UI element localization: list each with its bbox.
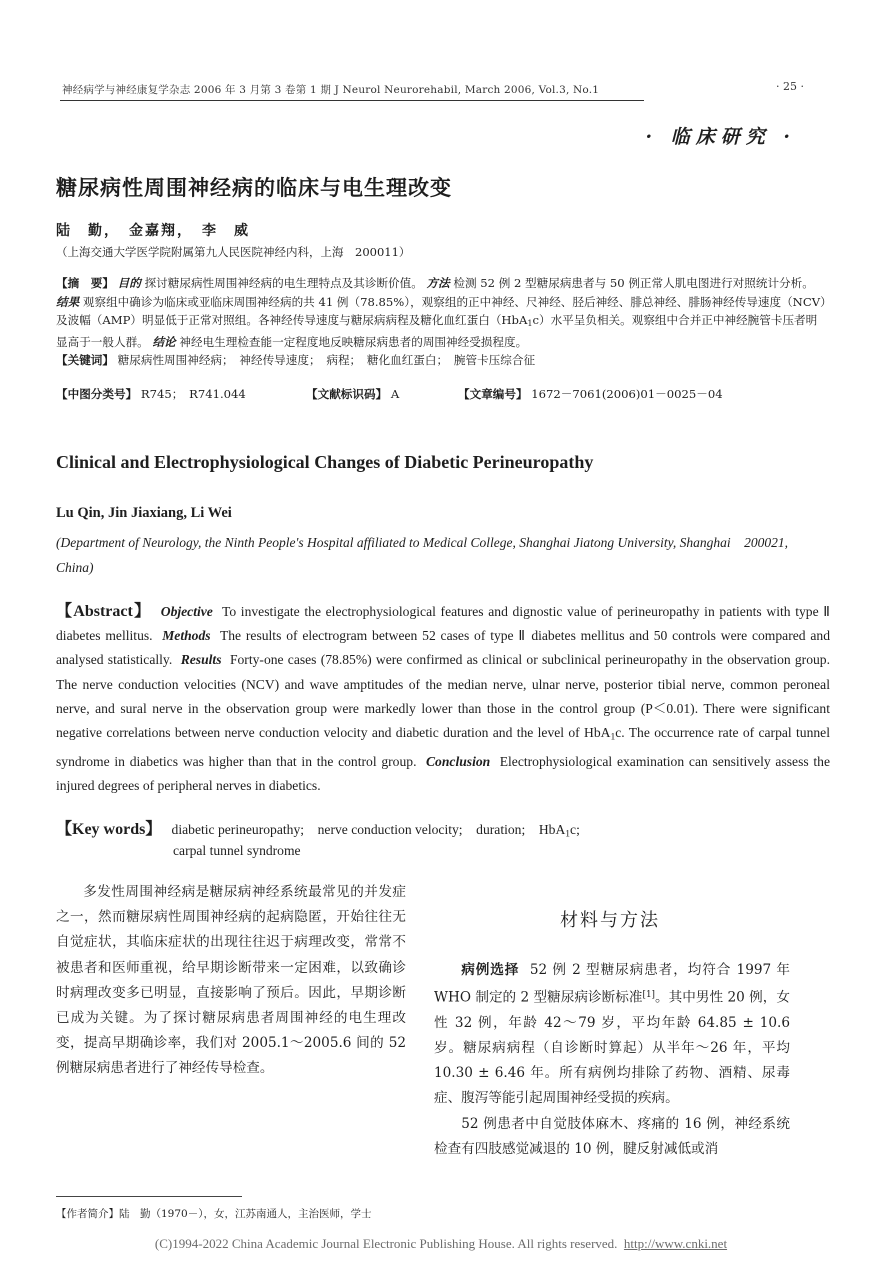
conclusion-en: Electrophysiological examination can sensitively assess the injured degrees of peripheral nerves in diabetics. <box>56 753 831 793</box>
keywords-sub-en: 1 <box>565 829 571 840</box>
body-right-column <box>434 958 790 1162</box>
doc-code-row <box>306 386 399 402</box>
copyright-line <box>0 1236 882 1252</box>
methods-label-cn: 方法 <box>426 276 450 290</box>
cnki-link[interactable]: http://www.cnki.net <box>623 1236 728 1251</box>
results-sub-cn: 1 <box>527 318 533 329</box>
results-tail-en: c. The occurrence rate of carpal tunnel syndrome in diabetics was higher than that in the control group. <box>56 725 830 769</box>
journal-header: 神经病学与神经康复学杂志 2006 年 3 月第 3 卷第 1 期 J Neurol Neurorehabil, March 2006, Vol.3, No.1 <box>62 84 600 96</box>
objective-en: To investigate the electrophysiological features and dignostic value of perineuropathy in patients with type Ⅱ diabetes mellitus. <box>56 604 830 644</box>
keywords-en-line2: carpal tunnel syndrome <box>173 843 301 859</box>
doc-code-label: 【文献标识码】 <box>306 387 388 401</box>
affiliation-en: (Department of Neurology, the Ninth People's Hospital affiliated to Medical College, Shanghai Jiatong University, Shanghai 200021, China) <box>56 535 789 575</box>
conclusion-label-en: Conclusion <box>425 753 491 769</box>
results-cn: 观察组中确诊为临床或亚临床周围神经病的共 41 例（78.85%），观察组的正中神经、尺神经、胫后神经、腓总神经、腓肠神经传导速度（NCV）及波幅（AMP）明显低于正常对照组。各神经传导速度与糖尿病病程及糖化血红蛋白（HbA <box>56 294 826 327</box>
case-selection-label: 病例选择 <box>461 962 520 978</box>
results-sub-en: 1 <box>610 732 616 743</box>
keywords-en-line1-tail: c; <box>570 822 580 837</box>
authors-en: Lu Qin, Jin Jiaxiang, Li Wei <box>56 505 232 521</box>
article-no-row <box>458 386 723 402</box>
clc-label: 【中图分类号】 <box>56 387 138 401</box>
results-en: Forty-one cases (78.85%) were confirmed as clinical or subclinical perineuropathy in the observation group. The nerve conduction velocities (NCV) and wave amptitudes of the median nerve, ulnar nerve, posterior tibial nerve, common peroneal nerve, and sural nerve in the observation group were markedly lower than those in the control group (P＜0.01). There were significant negative correlations between nerve conduction velocity and diabetic duration and the level of HbA <box>56 652 831 741</box>
abstract-label-cn: 【摘 要】 <box>56 276 114 290</box>
article-no-label: 【文章编号】 <box>458 387 528 401</box>
header-rule <box>60 100 644 101</box>
clc-row <box>56 386 246 402</box>
author-footnote: 【作者简介】陆 勤（1970－），女，江苏南通人，主治医师，学士 <box>56 1208 372 1220</box>
copyright-text: (C)1994-2022 China Academic Journal Electronic Publishing House. All rights reserved. <box>154 1236 618 1251</box>
results-label-cn: 结果 <box>56 294 80 309</box>
case-selection-paragraph <box>434 958 790 1112</box>
keywords-label-cn: 【关键词】 <box>56 353 114 368</box>
section-heading: 材料与方法 <box>560 910 660 931</box>
doc-code-value: A <box>390 387 400 401</box>
conclusion-cn: 神经电生理检查能一定程度地反映糖尿病患者的周围神经受损程度。 <box>179 334 528 349</box>
footnote-rule <box>56 1196 242 1197</box>
reference-mark: [1] <box>642 990 656 1001</box>
methods-en: The results of electrogram between 52 cases of type Ⅱ diabetes mellitus and 50 controls were compared and analysed statistically. <box>56 628 831 668</box>
objective-label-en: Objective <box>160 604 213 619</box>
article-no-value: 1672－7061(2006)01－0025－04 <box>531 387 723 401</box>
page-number: · 25 · <box>776 80 804 93</box>
results-label-en: Results <box>180 652 222 668</box>
objective-label-cn: 目的 <box>117 276 141 290</box>
methods-cn: 检测 52 例 2 型糖尿病患者与 50 例正常人肌电图进行对照统计分析。 <box>453 276 814 290</box>
title-en: Clinical and Electrophysiological Changes of Diabetic Perineuropathy <box>56 452 594 472</box>
body-left-column <box>56 880 406 1082</box>
affiliation-cn: （上海交通大学医学院附属第九人民医院神经内科，上海 200011） <box>56 245 411 259</box>
title-cn: 糖尿病性周围神经病的临床与电生理改变 <box>56 176 452 200</box>
keywords-en-line1: diabetic perineuropathy; nerve conduction velocity; duration; HbA <box>171 822 566 837</box>
abstract-en <box>56 600 830 798</box>
case-selection-text: 52 例 2 型糖尿病患者，均符合 1997 年 WHO 制定的 2 型糖尿病诊断标准 <box>434 962 790 1006</box>
clc-value: R745； R741.044 <box>140 387 246 401</box>
conclusion-label-cn: 结论 <box>152 334 176 349</box>
authors-cn: 陆 勤， 金嘉翔， 李 威 <box>56 223 250 239</box>
keywords-en <box>56 816 580 859</box>
abstract-cn <box>56 274 826 370</box>
objective-cn: 探讨糖尿病性周围神经病的电生理特点及其诊断价值。 <box>144 276 423 290</box>
methods-label-en: Methods <box>162 628 211 644</box>
case-selection-text-tail: 。其中男性 20 例，女性 32 例，年龄 42～79 岁，平均年龄 64.85 ± 10.6 岁。糖尿病病程（自诊断时算起）从半年～26 年，平均 10.30 ± 6.46 年。所有病例均排除了药物、酒精、尿毒症、腹泻等能引起周围神经受损的疾病。 <box>434 989 790 1107</box>
symptom-paragraph: 52 例患者中自觉肢体麻木、疼痛的 16 例，神经系统检查有四肢感觉减退的 10 例，腱反射减低或消 <box>434 1115 790 1157</box>
abstract-label-en: 【Abstract】 <box>56 603 152 620</box>
results-tail-cn: c）水平呈负相关。观察组中合并正中神经腕管卡压者明显高于一般人群。 <box>56 313 818 349</box>
keywords-label-en: 【Key words】 <box>56 821 162 838</box>
keywords-cn: 糖尿病性周围神经病； 神经传导速度； 病程； 糖化血红蛋白； 腕管卡压综合征 <box>117 353 536 368</box>
intro-paragraph: 多发性周围神经病是糖尿病神经系统最常见的并发症之一，然而糖尿病性周围神经病的起病隐匿，开始往往无自觉症状，其临床症状的出现往往迟于病理改变，常常不被患者和医师重视，给早期诊断带来一定困难，以致确诊时病理改变多已明显，直接影响了预后。因此，早期诊断已成为关键。为了探讨糖尿病患者周围神经的电生理改变，提高早期确诊率，我们对 2005.1～2005.6 间的 52 例糖尿病患者进行了神经传导检查。 <box>56 884 406 1077</box>
section-tag: · 临床研究 · <box>645 126 796 148</box>
